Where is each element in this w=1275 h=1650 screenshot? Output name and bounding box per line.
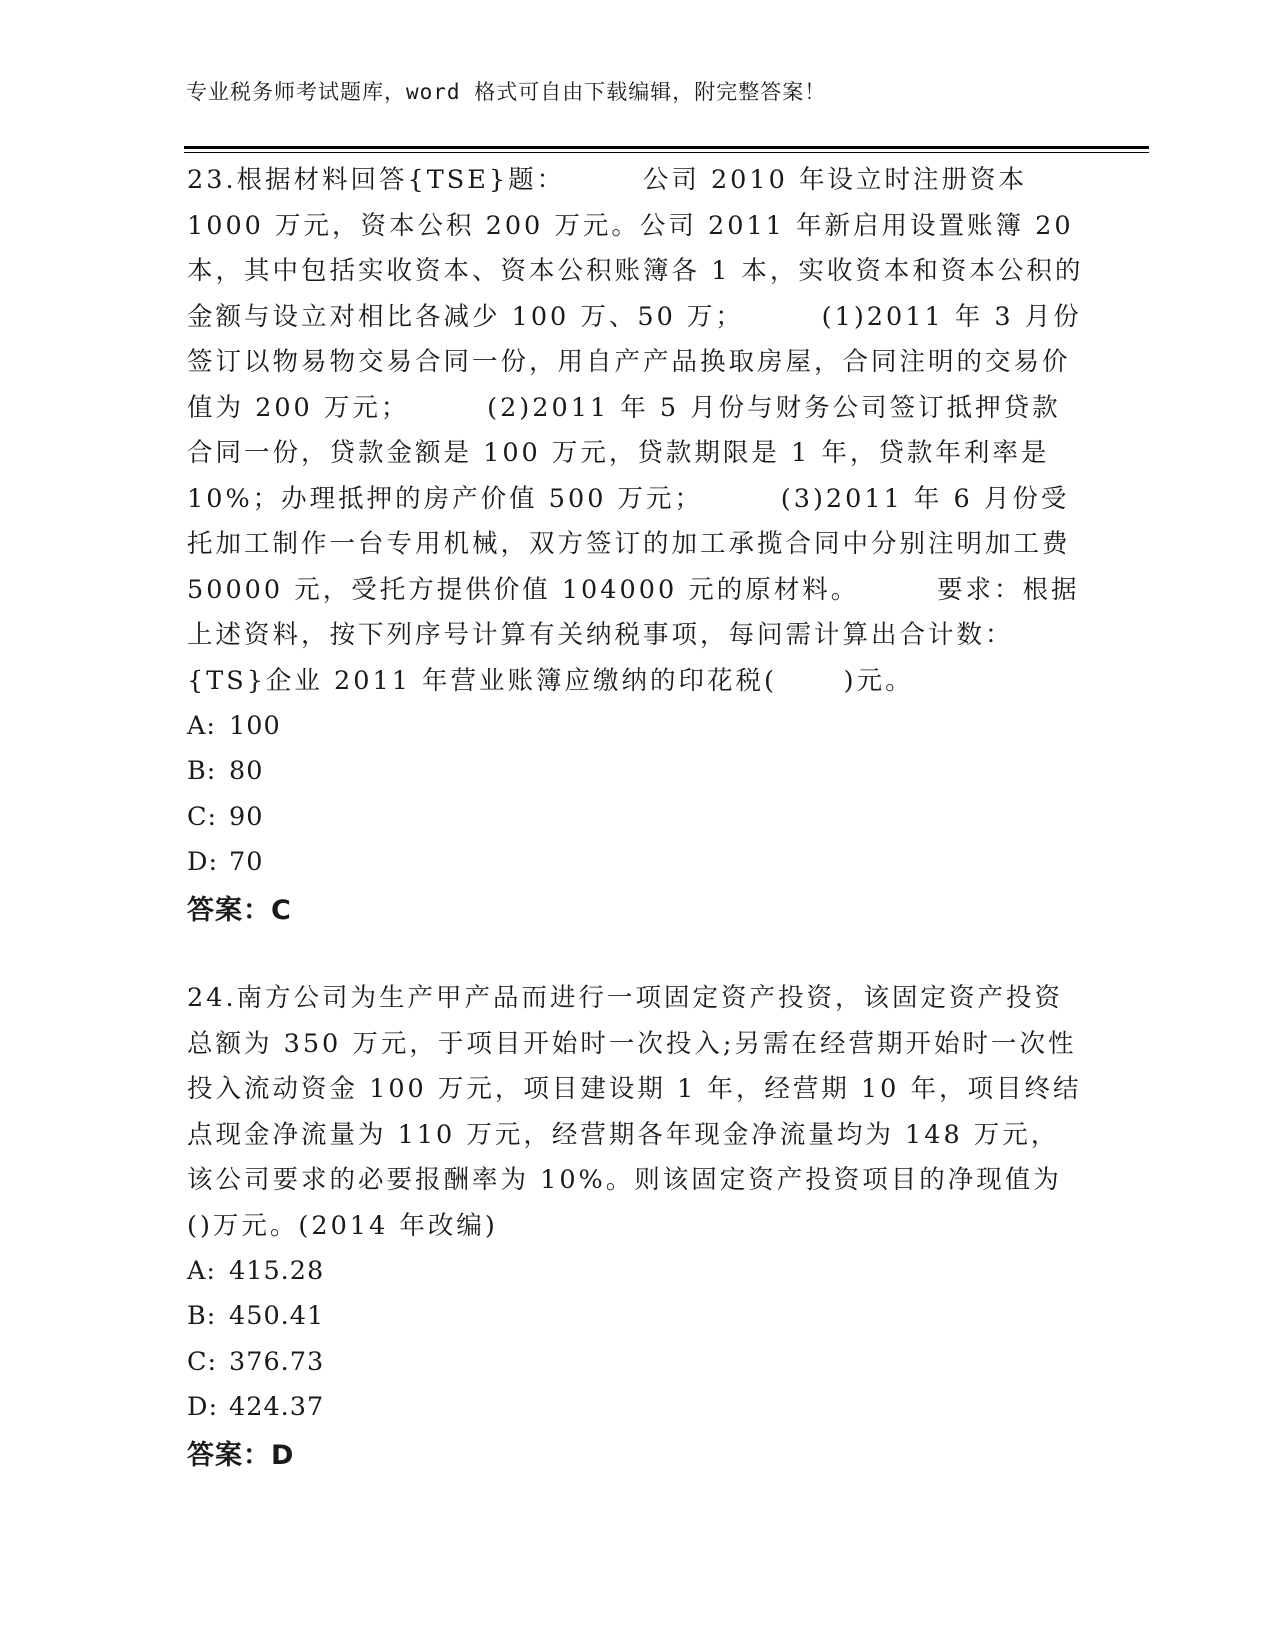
option-b[interactable]: [187, 749, 281, 794]
option-label: D:: [187, 846, 219, 877]
option-label: A:: [187, 1256, 217, 1286]
option-label: B:: [187, 1301, 217, 1332]
option-value: 100: [229, 711, 281, 741]
header-rule-thin: [184, 152, 1149, 153]
option-value: 70: [229, 846, 264, 877]
option-value: 90: [229, 801, 264, 832]
option-label: D:: [187, 1391, 219, 1422]
option-value: 80: [229, 756, 264, 787]
option-label: C:: [187, 1346, 218, 1377]
header-rule-thick: [184, 146, 1149, 149]
answer-line: 答案：C: [187, 895, 292, 926]
option-value: 450.41: [229, 1301, 325, 1332]
option-a[interactable]: [187, 704, 281, 749]
option-value: 415.28: [229, 1256, 325, 1286]
option-c[interactable]: [187, 1340, 324, 1385]
option-label: A:: [187, 711, 217, 741]
page-header: 专业税务师考试题库，word 格式可自由下载编辑，附完整答案！: [186, 80, 827, 104]
option-c[interactable]: [187, 795, 281, 840]
option-value: 424.37: [229, 1391, 325, 1422]
option-list: [187, 704, 281, 885]
option-a[interactable]: [187, 1249, 324, 1294]
option-d[interactable]: [187, 1385, 324, 1430]
option-label: C:: [187, 801, 218, 832]
option-d[interactable]: [187, 840, 281, 885]
question-stem: 24.南方公司为生产甲产品而进行一项固定资产投资，该固定资产投资总额为 350 万元，于项目开始时一次投入;另需在经营期开始时一次性投入流动资金 100 万元，项目建设期 1 年，经营期 10 年，项目终结点现金净流量为 110 万元，经营期各年现金净流量均为 148 万元，该公司要求的必要报酬率为 10%。则该固定资产投资项目的净现值为()万元。(2014 年改编): [187, 983, 1082, 1241]
question-stem: 23.根据材料回答{TSE}题： 公司 2010 年设立时注册资本 1000 万元，资本公积 200 万元。公司 2011 年新启用设置账簿 20 本，其中包括实收资本、资本公积账簿各 1 本，实收资本和资本公积的金额与设立对相比各减少 100 万、50 万； (1)2011 年 3 月份签订以物易物交易合同一份，用自产产品换取房屋，合同注明的交易价值为 200 万元； (2)2011 年 5 月份与财务公司签订抵押贷款合同一份，贷款金额是 100 万元，贷款期限是 1 年，贷款年利率是 10%；办理抵押的房产价值 500 万元； (3)2011 年 6 月份受托加工制作一台专用机械，双方签订的加工承揽合同中分别注明加工费 50000 元，受托方提供价值 104000 元的原材料。 要求：根据上述资料，按下列序号计算有关纳税事项，每问需计算出合计数：{TS}企业 2011 年营业账簿应缴纳的印花税( )元。: [187, 165, 1085, 696]
answer-line: 答案：D: [187, 1440, 295, 1471]
option-label: B:: [187, 756, 217, 787]
option-value: 376.73: [229, 1346, 325, 1377]
option-list: [187, 1249, 324, 1430]
option-b[interactable]: [187, 1294, 324, 1339]
